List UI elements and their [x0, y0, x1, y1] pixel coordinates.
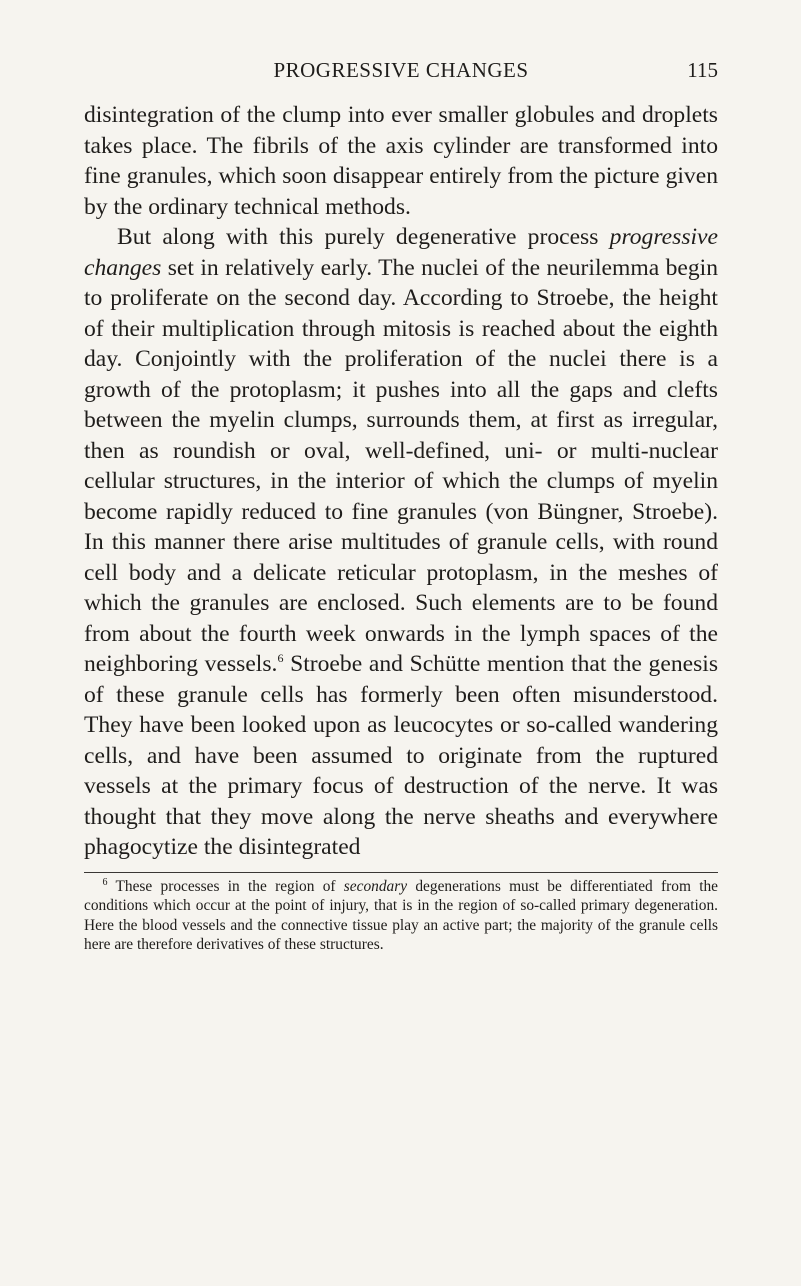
footnote-marker: 6: [102, 876, 108, 888]
footnote-part-2: degenerations must be differentiated from the conditions which occur at the point of injury, that is in the region of so-called primary degeneration. Here the blood vessels and the connective tissue play an active part; the majority of the granule cells here are therefore derivatives of these structures.: [84, 877, 719, 953]
paragraph-continued: [84, 100, 718, 222]
footnote-divider: [84, 872, 718, 873]
page-number: 115: [687, 58, 718, 82]
footnote: [84, 877, 718, 955]
running-head: PROGRESSIVE CHANGES: [273, 58, 529, 82]
page-header: [84, 58, 718, 94]
paragraph-2-part-1: But along with this purely degenerative process: [117, 224, 610, 250]
footnote-part-1: These processes in the region of: [107, 877, 344, 895]
paragraph-1-text: disintegration of the clump into ever smaller globules and droplets takes place. The fibrils of the axis cylinder are transformed into fine granules, which soon disappear entirely from the picture given by the ordinary technical methods.: [84, 102, 718, 220]
body-text: [84, 100, 718, 863]
paragraph-2-part-2: set in relatively early. The nuclei of the neurilemma begin to proliferate on the second day. According to Stroebe, the height of their multiplication through mitosis is reached about the eighth day. Conjointly with the proliferation of the nuclei there is a growth of the protoplasm; it pushes into all the gaps and clefts between the myelin clumps, surrounds them, at first as irregular, then as roundish or oval, well-defined, uni- or multi-nuclear cellular structures, in the interior of which the clumps of myelin become rapidly reduced to fine granules (von Büngner, Stroebe). In this manner there arise multitudes of granule cells, with round cell body and a delicate reticular protoplasm, in the meshes of which the granules are enclosed. Such elements are to be found from about the fourth week onwards in the lymph spaces of the neighboring vessels.: [84, 254, 718, 677]
paragraph-2-emphasis: progressive changes: [84, 224, 718, 281]
footnote-reference: 6: [277, 651, 284, 666]
book-page: [84, 58, 718, 955]
paragraph-progressive-changes: [84, 222, 718, 863]
footnote-emphasis: secondary: [343, 877, 408, 895]
paragraph-2-part-3: Stroebe and Schütte mention that the genesis of these granule cells has formerly been often misunderstood. They have been looked upon as leucocytes or so-called wandering cells, and have been assumed to originate from the ruptured vessels at the primary focus of destruction of the nerve. It was thought that they move along the nerve sheaths and everywhere phagocytize the disintegrated: [84, 651, 719, 860]
